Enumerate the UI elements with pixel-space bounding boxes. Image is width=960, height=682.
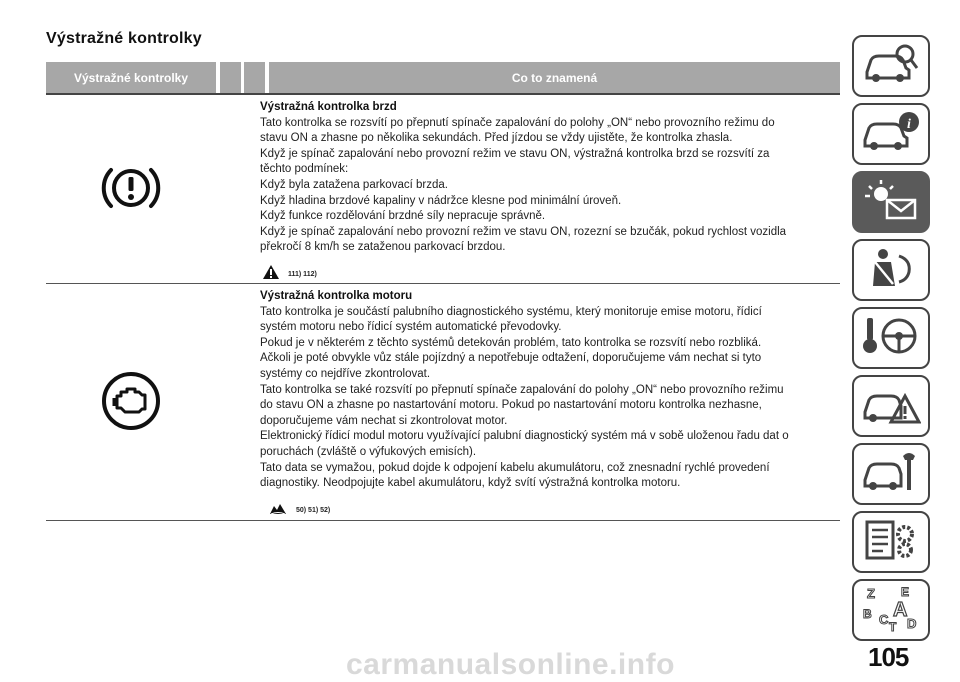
car-warning-triangle-icon	[861, 382, 921, 431]
brake-warning-icon	[99, 160, 163, 221]
description-line: těchto podmínek:	[260, 163, 349, 176]
row-title: Výstražná kontrolka brzd	[260, 101, 397, 113]
warning-references	[268, 500, 838, 522]
specs-gears-icon	[861, 518, 921, 567]
description-line: Když je spínač zapalování nebo provozní režim ve stavu ON, výstražná kontrolka brzd se rozsvítí za	[260, 147, 770, 160]
column-header-blank-2	[244, 62, 265, 93]
svg-text:Z: Z	[867, 585, 875, 601]
svg-text:E: E	[901, 584, 910, 599]
description-line: Pokud je v některém z těchto systémů detekován problém, tato kontrolka se rozsvítí nebo rozbliká.	[260, 336, 762, 349]
description-line: do stavu ON a zhasne po nastartování motoru. Pokud po nastartování motoru kontrolka nezhasne,	[260, 399, 762, 412]
car-wrench-icon	[861, 450, 921, 499]
warning-light-message-icon	[861, 178, 921, 227]
tab-driving[interactable]	[852, 307, 930, 369]
row-title: Výstražná kontrolka motoru	[260, 290, 413, 302]
description-line: Tato kontrolka se rozsvítí po přepnutí spínače zapalování do polohy „ON“ nebo provozního režimu do	[260, 116, 775, 129]
svg-text:A: A	[893, 598, 908, 621]
description-cell	[260, 289, 838, 521]
watermark: carmanualsonline.info	[346, 648, 675, 681]
tab-index[interactable]	[852, 579, 930, 641]
description-line: Když hladina brzdové kapaliny v nádržce klesne pod minimální úroveň.	[260, 194, 622, 207]
tab-maintenance[interactable]	[852, 443, 930, 505]
description-line: stavu ON a zhasne po několika sekundách. Před jízdou se vždy ujistěte, že kontrolka zhasla.	[260, 132, 733, 145]
row-divider	[46, 283, 840, 284]
seatbelt-airbag-icon	[861, 246, 921, 295]
svg-text:C: C	[879, 611, 889, 627]
description-line: Když byla zatažena parkovací brzda.	[260, 178, 448, 191]
header-rule	[46, 93, 840, 95]
description-cell	[260, 100, 838, 286]
lamp-cell	[46, 98, 216, 282]
description-line: systémy co nejdříve zkontrolovat.	[260, 367, 431, 380]
car-info-icon	[861, 110, 921, 159]
table-header	[46, 62, 840, 93]
svg-text:T: T	[889, 619, 897, 632]
description-line: Ačkoli je poté obvykle vůz stále pojízdný a nepotřebuje odtažení, doporučujeme vám nechat si tyto	[260, 352, 762, 365]
tab-warning-lights[interactable]	[852, 171, 930, 233]
engine-warning-icon	[100, 370, 162, 437]
car-search-icon	[861, 42, 921, 91]
lamp-cell	[46, 287, 216, 519]
alphabet-index-icon	[861, 584, 921, 637]
environment-hand-icon	[268, 500, 288, 522]
svg-text:B: B	[863, 606, 872, 621]
table-row-brake	[46, 98, 840, 282]
page-number: 105	[868, 642, 909, 672]
table-row-engine	[46, 287, 840, 519]
description-line: Tato kontrolka se také rozsvítí po přepnutí spínače zapalování do polohy „ON“ nebo provozního režimu	[260, 383, 784, 396]
svg-text:i: i	[907, 116, 911, 132]
tab-car-search[interactable]	[852, 35, 930, 97]
description-line: překročí 8 km/h se zataženou parkovací brzdou.	[260, 241, 506, 254]
row-divider	[46, 520, 840, 521]
reference-numbers[interactable]: 111) 112)	[288, 270, 317, 278]
tab-safety[interactable]	[852, 239, 930, 301]
description-line: systém motoru nebo řídicí systém automatické převodovky.	[260, 321, 562, 334]
tab-emergency[interactable]	[852, 375, 930, 437]
description-line: doporučujeme vám nechat si zkontrolovat motor.	[260, 414, 508, 427]
description-line: diagnostiky. Neodpojujte kabel akumulátoru, když svítí výstražná kontrolka motoru.	[260, 477, 681, 490]
svg-text:D: D	[907, 615, 917, 631]
description-line: Když je spínač zapalování nebo provozní režim ve stavu ON, rozezní se bzučák, pokud rychlost vozidla	[260, 225, 787, 238]
description-line: Tato kontrolka je součástí palubního diagnostického systému, který monitoruje emise motoru, řídicí	[260, 305, 762, 318]
description-line: Elektronický řídicí modul motoru využívající palubní diagnostický systém má v sobě uloženou řadu dat o	[260, 430, 789, 443]
description-line: poruchách (zvláště o výfukových emisích).	[260, 445, 477, 458]
reference-numbers[interactable]: 50) 51) 52)	[296, 506, 331, 514]
tab-specifications[interactable]	[852, 511, 930, 573]
page-title: Výstražné kontrolky	[46, 30, 202, 47]
tab-car-info[interactable]	[852, 103, 930, 165]
column-header-meaning: Co to znamená	[269, 62, 840, 93]
description-line: Když funkce rozdělování brzdné síly nepracuje správně.	[260, 210, 546, 223]
column-header-blank-1	[220, 62, 241, 93]
column-header-lamps: Výstražné kontrolky	[46, 62, 216, 93]
description-line: Tato data se vymažou, pokud dojde k odpojení kabelu akumulátoru, což znesnadní rychlé provedení	[260, 461, 770, 474]
key-steering-wheel-icon	[861, 314, 921, 363]
